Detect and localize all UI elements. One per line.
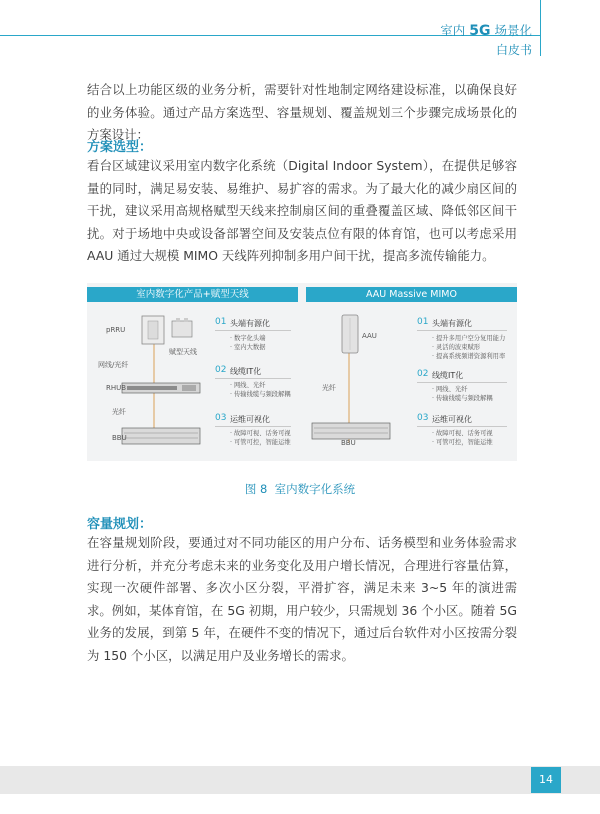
bbu-device-left [122, 428, 200, 444]
left-item-2-num: 02 [215, 365, 227, 375]
right-item-2-num: 02 [417, 369, 429, 379]
figure-indoor-digital-system [87, 283, 517, 461]
label-antenna: 赋型天线 [169, 348, 197, 356]
left-item-1-desc: · 数字化头端 · 室内大数据 [230, 335, 266, 351]
left-item-3-rule [215, 426, 291, 427]
right-item-1-title: 头端有源化 [432, 319, 472, 328]
panel-title-left: 室内数字化产品+赋型天线 [87, 287, 298, 302]
rhub-device [122, 383, 200, 393]
label-prru: pRRU [106, 326, 126, 334]
section-body-solution: 看台区域建议采用室内数字化系统（Digital Indoor System），在提供足够容量的同时，满足易安装、易维护、易扩容的需求。为了最大化的减少扇区间的干扰，建议采用高规格赋型天线来控制扇区间的重叠覆盖区域、降低邻区间干扰。对于场地中央或设备部署空间及安装点位有限的体育馆，也可以考虑采用 AAU 通过大规模 MIMO 天线阵列抑制多用户间干扰，提高多流传输能力。 [87, 158, 517, 263]
left-item-3-desc: · 故障可视、话务可视 · 可管可控，智能运维 [230, 430, 291, 446]
section-heading-solution: 方案选型： [87, 140, 153, 155]
left-item-1-rule [215, 330, 291, 331]
right-item-2-title: 线缆IT化 [432, 371, 464, 380]
intro-paragraph: 结合以上功能区级的业务分析，需要针对性地制定网络建设标准，以确保良好的业务体验。通过产品方案选型、容量规划、覆盖规划三个步骤完成场景化的方案设计： [87, 82, 517, 142]
label-rhub: RHUB [106, 384, 127, 392]
right-item-3-num: 03 [417, 413, 429, 423]
label-bbu-right: BBU [341, 439, 356, 447]
right-item-2-desc: · 网线、光纤 · 传输线缆与频段解耦 [432, 386, 493, 402]
right-item-1-desc: · 提升多用户空分复用能力 · 灵活的波束赋形 · 提高系统频谱资源利用率 [432, 335, 506, 360]
left-item-3-title: 运维可视化 [230, 415, 270, 424]
right-item-3-title: 运维可视化 [432, 415, 472, 424]
label-aau: AAU [362, 332, 377, 340]
left-item-1-title: 头端有源化 [230, 319, 270, 328]
section-heading-capacity: 容量规划： [87, 517, 153, 532]
panel-title-right: AAU Massive MIMO [306, 287, 517, 302]
aau-device [342, 315, 358, 353]
prru-device [142, 316, 164, 344]
left-item-1-num: 01 [215, 317, 227, 327]
figure-caption: 图 8 室内数字化系统 [244, 482, 356, 496]
section-body-capacity: 在容量规划阶段，要通过对不同功能区的用户分布、话务模型和业务体验需求进行分析，并充分考虑未来的业务变化及用户增长情况，合理进行容量估算，实现一次硬件部署、多次小区分裂，平滑扩容，满足未来 3~5 年的演进需求。例如，某体育馆，在 5G 初期，用户较少，只需规划 36 个小区。随着 5G 业务的发展，到第 5 年，在硬件不变的情况下，通过后台软件对小区按需分裂为 150 个小区，以满足用户及业务增长的需求。 [87, 535, 517, 663]
right-item-3-desc: · 故障可视、话务可视 · 可管可控，智能运维 [432, 430, 493, 446]
right-item-1-rule [417, 330, 507, 331]
doc-subtitle: 白皮书 [495, 43, 532, 57]
page-number: 14 [531, 767, 561, 793]
bbu-device-right [312, 423, 390, 439]
label-fiber-left: 光纤 [112, 408, 126, 416]
shaped-antenna-device [172, 318, 192, 337]
left-item-2-desc: · 网线、光纤 · 传输线缆与频段解耦 [230, 382, 291, 398]
label-bbu-left: BBU [112, 434, 127, 442]
header-divider [540, 0, 541, 56]
footer-bar [0, 766, 600, 794]
left-item-3-num: 03 [215, 413, 227, 423]
right-item-3-rule [417, 426, 507, 427]
left-item-2-rule [215, 378, 291, 379]
label-network-fiber: 网线/光纤 [98, 361, 129, 369]
left-item-2-title: 线缆IT化 [230, 367, 262, 376]
right-item-2-rule [417, 382, 507, 383]
right-item-1-num: 01 [417, 317, 429, 327]
label-fiber-right: 光纤 [322, 384, 336, 392]
doc-title: 室内 5G 场景化 [440, 23, 532, 39]
